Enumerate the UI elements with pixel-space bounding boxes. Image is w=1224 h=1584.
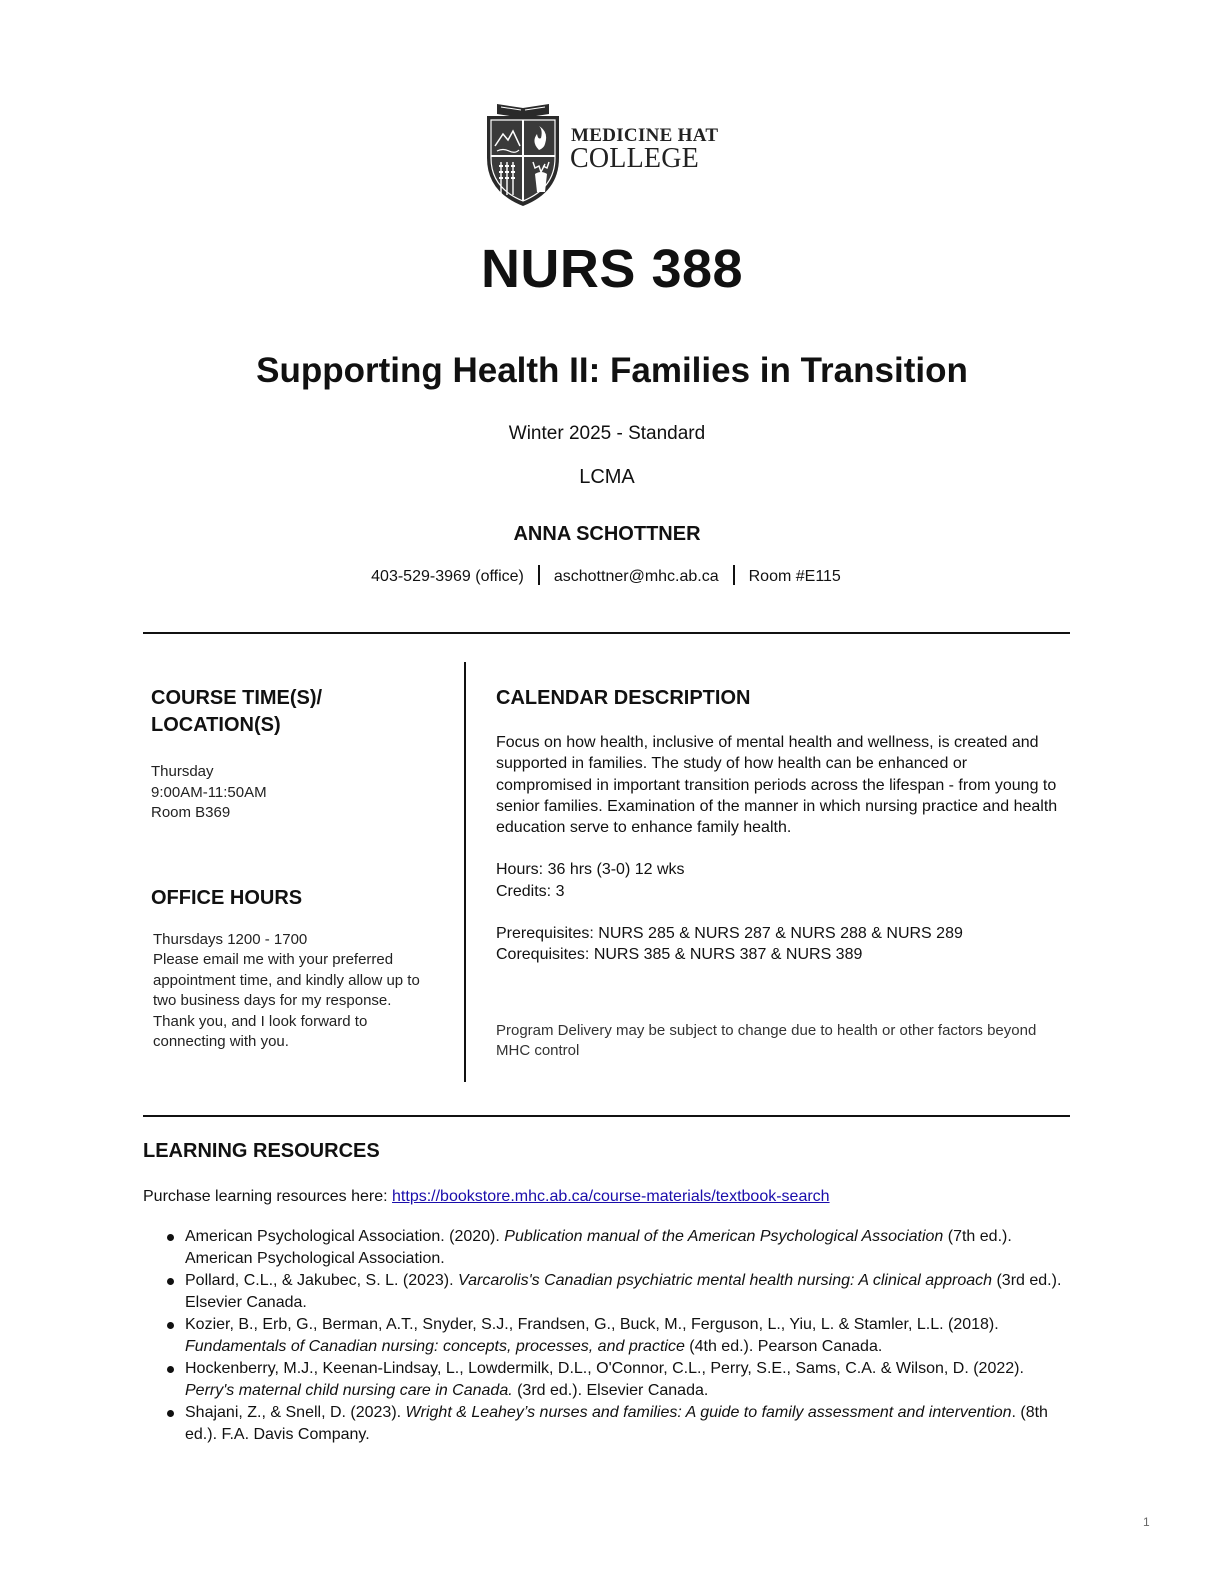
course-time: 9:00AM-11:50AM (151, 783, 267, 801)
reference-item: American Psychological Association. (2020). Publication manual of the American Psychological Association (7th ed.). American Psychological Association. (143, 1226, 1063, 1270)
bullet-icon (167, 1410, 174, 1417)
instructor-name: ANNA SCHOTTNER (513, 523, 701, 545)
office-hours-details: Thursdays 1200 - 1700 Please email me with your preferred appointment time, and kindly allow up to two business days for my response. Thank you, and I look forward to connecting with you. (153, 930, 420, 1050)
course-code: NURS 388 (480, 239, 744, 299)
delivery-note: Program Delivery may be subject to change due to health or other factors beyond MHC control (496, 1021, 1037, 1060)
column-divider (464, 662, 466, 1082)
course-credits: Credits: 3 (496, 882, 565, 900)
calendar-description-heading: CALENDAR DESCRIPTION (496, 687, 751, 709)
course-times-details (151, 762, 451, 824)
bullet-icon (167, 1278, 174, 1285)
prerequisites: Prerequisites: NURS 285 & NURS 287 & NURS 288 & NURS 289 (496, 925, 963, 943)
page-number: 1 (1143, 1515, 1150, 1529)
corequisites: Corequisites: NURS 385 & NURS 387 & NURS 389 (496, 946, 863, 964)
instructor-contact (0, 565, 1212, 586)
contact-separator (538, 565, 540, 585)
college-crest-shield-icon (483, 100, 563, 208)
bookstore-link[interactable]: https://bookstore.mhc.ab.ca/course-materials/textbook-search (392, 1188, 830, 1205)
bullet-icon (167, 1234, 174, 1241)
divider-top (143, 632, 1070, 634)
right-column (496, 685, 1066, 1062)
course-title: Supporting Health II: Families in Transition (256, 351, 968, 390)
reference-item: Shajani, Z., & Snell, D. (2023). Wright & Leahey’s nurses and families: A guide to family assessment and intervention. (8th ed.). F.A. Davis Company. (143, 1402, 1063, 1446)
divider-bottom (143, 1115, 1070, 1117)
calendar-description-text: Focus on how health, inclusive of mental health and wellness, is created and supported in families. The study of how health can be enhanced or compromised in important transition periods across the lifespan - from young to senior families. Examination of the manner in which nursing practice and health education serve to enhance family health. (496, 734, 1058, 837)
reference-item: Pollard, C.L., & Jakubec, S. L. (2023). Varcarolis's Canadian psychiatric mental health nursing: A clinical approach (3rd ed.). Elsevier Canada. (143, 1270, 1063, 1314)
contact-separator (733, 565, 735, 585)
campus: LCMA (579, 466, 635, 488)
instructor-room: Room #E115 (748, 568, 841, 585)
learning-resources-section (143, 1138, 1063, 1446)
reference-item: Kozier, B., Erb, G., Berman, A.T., Snyder, S.J., Frandsen, G., Buck, M., Ferguson, L., Yiu, L. & Stamler, L.L. (2018). Fundamentals of Canadian nursing: concepts, processes, and practice (4th ed.). Pearson Canada. (143, 1314, 1063, 1358)
logo-line-1: MEDICINE HAT (571, 125, 719, 146)
reference-item: Hockenberry, M.J., Keenan-Lindsay, L., Lowdermilk, D.L., O'Connor, C.L., Perry, S.E., Sams, C.A. & Wilson, D. (2022). Perry's maternal child nursing care in Canada. (3rd ed.). Elsevier Canada. (143, 1358, 1063, 1402)
learning-resources-heading: LEARNING RESOURCES (143, 1140, 380, 1162)
course-room: Room B369 (151, 804, 231, 821)
bullet-icon (167, 1366, 174, 1373)
bullet-icon (167, 1322, 174, 1329)
purchase-line (143, 1186, 1063, 1207)
course-hours: Hours: 36 hrs (3-0) 12 wks (496, 861, 685, 879)
college-logo (483, 100, 733, 210)
instructor-email: aschottner@mhc.ab.ca (553, 568, 719, 585)
left-column (151, 685, 451, 1053)
course-times-heading: COURSE TIME(S)/ LOCATION(S) (151, 687, 323, 736)
reference-list (143, 1226, 1063, 1446)
office-hours-heading: OFFICE HOURS (151, 886, 303, 909)
course-day: Thursday (151, 763, 214, 780)
logo-line-2: COLLEGE (570, 143, 699, 174)
purchase-text: Purchase learning resources here: (143, 1188, 393, 1205)
term: Winter 2025 - Standard (508, 423, 706, 444)
instructor-phone: 403-529-3969 (office) (371, 568, 524, 585)
